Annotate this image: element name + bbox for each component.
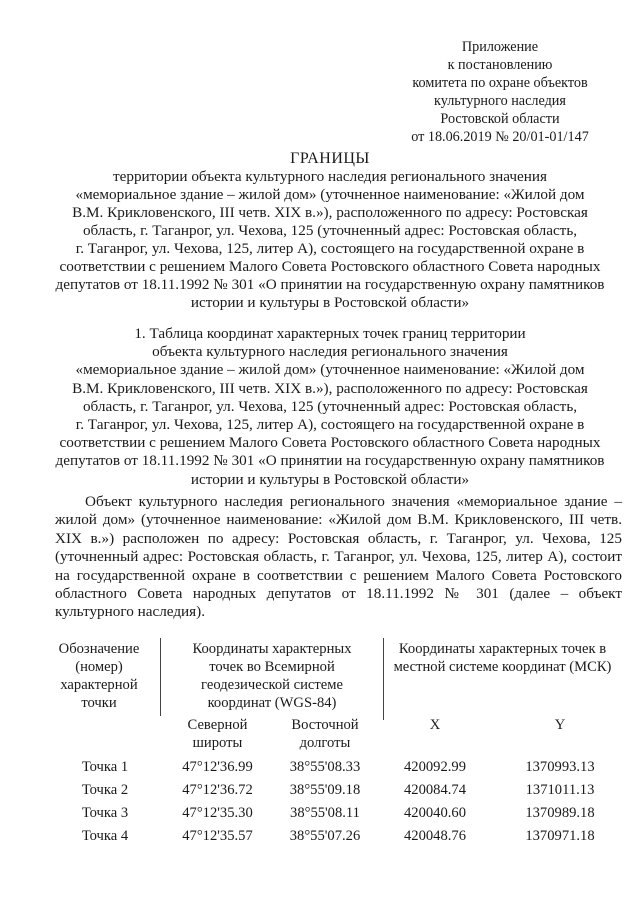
paragraph-line: культурного наследия). — [55, 603, 206, 621]
point-y: 1371011.13 — [525, 782, 595, 798]
header-point-designation — [40, 640, 158, 712]
paragraph-line: областного Совета народных депутатов от 18.11.1992 № 301 (далее – объект — [55, 585, 622, 603]
header-wgs84 — [165, 640, 379, 712]
point-y: 1370971.18 — [525, 828, 595, 844]
appendix-line: Приложение — [461, 39, 539, 55]
header-msk — [385, 640, 620, 676]
header-line: долготы — [299, 735, 351, 751]
header-latitude — [165, 716, 270, 752]
header-line: местной системе координат (МСК) — [393, 659, 612, 675]
header-line: геодезической системе — [201, 677, 343, 693]
header-line: точки — [81, 695, 117, 711]
header-line: Координаты характерных точек в — [398, 641, 607, 657]
subheading-line: объекта культурного наследия регионального значения — [152, 343, 508, 361]
table-section-heading — [40, 325, 620, 489]
heading-line: территории объекта культурного наследия регионального значения — [112, 168, 548, 185]
heading-line: истории и культуры в Ростовской области» — [190, 294, 470, 311]
point-name: Точка 3 — [81, 805, 129, 821]
point-longitude: 38°55'09.18 — [289, 782, 361, 798]
paragraph-line: (уточненный адрес: Ростовская область, г. Таганрог, ул. Чехова, 125, литер А), состоит — [55, 548, 622, 566]
point-x: 420084.74 — [403, 782, 467, 798]
header-line: Обозначение — [58, 641, 140, 657]
appendix-block — [380, 38, 620, 146]
header-line: X — [429, 717, 441, 733]
point-latitude: 47°12'36.72 — [182, 782, 253, 798]
point-longitude: 38°55'07.26 — [289, 828, 361, 844]
header-line: Восточной — [291, 717, 359, 733]
header-line: широты — [192, 735, 243, 751]
appendix-line: Ростовской области — [440, 111, 560, 127]
subheading-line: «мемориальное здание – жилой дом» (уточненное наименование: «Жилой дом — [75, 361, 585, 379]
column-divider — [383, 638, 384, 720]
point-x: 420040.60 — [403, 805, 467, 821]
heading-line: г. Таганрог, ул. Чехова, 125, литер А), состоящего на государственной охране в — [75, 240, 585, 257]
paragraph-line: на государственной охране в соответствии с решением Малого Совета Ростовского — [55, 566, 622, 584]
appendix-line: от 18.06.2019 № 20/01-01/147 — [411, 129, 589, 145]
point-name: Точка 2 — [81, 782, 129, 798]
header-line: характерной — [60, 677, 138, 693]
paragraph-line: XIX в.») расположен по адресу: Ростовская область, г. Таганрог, ул. Чехова, 125 — [55, 529, 622, 547]
appendix-line: к постановлению — [447, 57, 553, 73]
point-latitude: 47°12'35.30 — [182, 805, 253, 821]
point-y: 1370989.18 — [525, 805, 595, 821]
header-line: точек во Всемирной — [209, 659, 335, 675]
subheading-line: соответствии с решением Малого Совета Ростовского областного Совета народных — [59, 434, 601, 452]
header-line: Координаты характерных — [192, 641, 352, 657]
point-longitude: 38°55'08.33 — [289, 759, 361, 775]
coordinates-table — [40, 630, 625, 850]
subheading-line: 1. Таблица координат характерных точек границ территории — [134, 325, 526, 342]
paragraph-line: жилой дом» (уточненное наименование: «Жилой дом В.М. Крикловенского, III четв. — [55, 511, 622, 529]
subheading-line: область, г. Таганрог, ул. Чехова, 125 (уточненный адрес: Ростовская область, — [82, 397, 578, 415]
heading-line: «мемориальное здание – жилой дом» (уточненное наименование: «Жилой дом — [75, 186, 585, 203]
subheading-line: В.М. Крикловенского, III четв. XIX в.»), расположенного по адресу: Ростовская — [72, 379, 588, 397]
subheading-line: депутатов от 18.11.1992 № 301 «О принятии на государственную охрану памятников — [55, 452, 605, 470]
column-divider — [160, 638, 161, 716]
header-line: Северной — [187, 717, 248, 733]
point-name: Точка 1 — [81, 759, 129, 775]
subheading-line: г. Таганрог, ул. Чехова, 125, литер А), состоящего на государственной охране в — [75, 416, 585, 434]
heading-line: область, г. Таганрог, ул. Чехова, 125 (уточненный адрес: Ростовская область, — [82, 222, 578, 239]
heading-line: В.М. Крикловенского, III четв. XIX в.»), расположенного по адресу: Ростовская — [72, 204, 588, 221]
header-line: координат (WGS-84) — [207, 695, 337, 711]
header-line: Y — [554, 717, 566, 733]
body-paragraph — [55, 493, 622, 622]
document-title: ГРАНИЦЫ — [290, 150, 370, 167]
document-heading — [40, 150, 620, 312]
heading-line: соответствии с решением Малого Совета Ростовского областного Совета народных — [59, 258, 601, 275]
point-x: 420048.76 — [403, 828, 467, 844]
header-y — [500, 716, 620, 734]
appendix-line: комитета по охране объектов — [412, 75, 588, 91]
point-latitude: 47°12'35.57 — [182, 828, 253, 844]
point-longitude: 38°55'08.11 — [290, 805, 360, 821]
point-name: Точка 4 — [81, 828, 129, 844]
header-line: (номер) — [75, 659, 123, 675]
paragraph-line: Объект культурного наследия регионального значения «мемориальное здание – — [85, 493, 622, 510]
subheading-line: истории и культуры в Ростовской области» — [190, 470, 470, 488]
header-x — [385, 716, 485, 734]
point-latitude: 47°12'36.99 — [182, 759, 253, 775]
header-longitude — [272, 716, 378, 752]
heading-line: депутатов от 18.11.1992 № 301 «О принятии на государственную охрану памятников — [55, 276, 605, 293]
appendix-line: культурного наследия — [434, 93, 566, 109]
point-y: 1370993.13 — [525, 759, 595, 775]
point-x: 420092.99 — [403, 759, 467, 775]
